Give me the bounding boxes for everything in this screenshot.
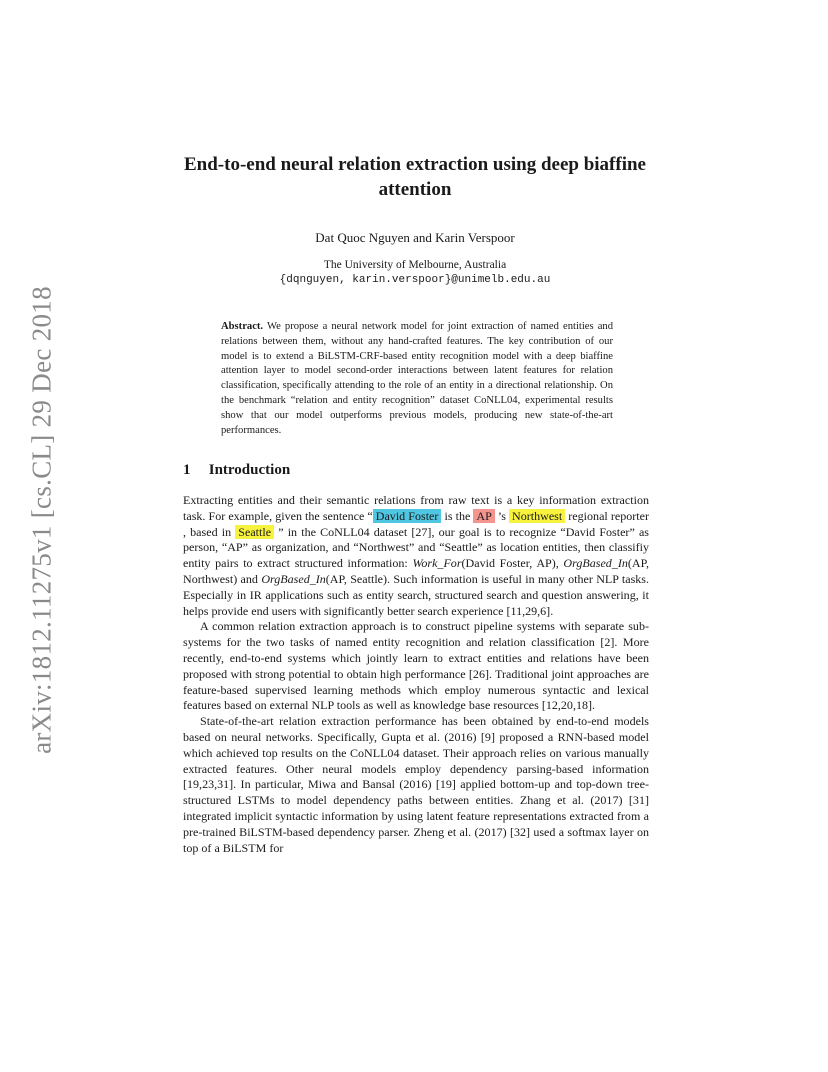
text-run: ” in the CoNLL04 dataset [27], our goal is to recognize “David Foster” as person, “AP” as organization, and “Northwest” and “Seattle” as location entities, then classifiy entity pairs to extract structured information: xyxy=(183,524,649,571)
author-email[interactable]: {dqnguyen, karin.verspoor}@unimelb.edu.au xyxy=(279,274,551,286)
abstract-label: Abstract. xyxy=(221,321,264,332)
section-number: 1 xyxy=(183,462,191,478)
text-run: (AP, Northwest) and xyxy=(183,556,649,586)
relation-name: OrgBased_In xyxy=(261,571,326,586)
affiliation-block xyxy=(180,258,650,288)
text-run: (David Foster, AP), xyxy=(461,556,564,571)
text-run: (AP, Seattle). Such information is useful in many other NLP tasks. Especially in IR applications such as entity search, structured search and question answering, it helps provide end users with significantly better search experience [11,29,6]. xyxy=(183,571,649,618)
arxiv-identifier: arXiv:1812.11275v1 [cs.CL] 29 Dec 2018 xyxy=(26,286,57,754)
text-run: Extracting entities and their semantic relations from raw text is a key information extraction task. For example, given the sentence “ xyxy=(183,493,649,523)
section-title: Introduction xyxy=(208,462,291,478)
entity-highlight-organization: AP xyxy=(473,509,494,523)
relation-name: Work_For xyxy=(412,556,462,571)
entity-highlight-location: Seattle xyxy=(235,525,274,539)
text-run: regional reporter , based in xyxy=(183,508,649,539)
entity-highlight-location: Northwest xyxy=(509,509,565,523)
abstract xyxy=(221,320,613,438)
section-heading xyxy=(183,462,290,479)
paragraph xyxy=(183,493,649,619)
affiliation: The University of Melbourne, Australia xyxy=(323,259,507,271)
text-run: ’s xyxy=(494,508,510,523)
abstract-text: We propose a neural network model for joint extraction of named entities and relations between them, without any hand-crafted features. The key contribution of our model is to extend a BiLSTM-CRF-based entity recognition model with a deep biaffine attention layer to model second-order interactions between latent features for relation classification, specifically attending to the role of an entity in a directional relationship. On the benchmark “relation and entity recognition” dataset CoNLL04, experimental results show that our model outperforms previous models, producing new state-of-the-art performances. xyxy=(221,321,613,436)
entity-highlight-person: David Foster xyxy=(373,509,442,523)
paragraph: State-of-the-art relation extraction performance has been obtained by end-to-end models based on neural networks. Specifically, Gupta et al. (2016) [9] proposed a RNN-based model which achieved top results on the CoNLL04 dataset. Their approach relies on various manually extracted features. Other neural models employ dependency parsing-based information [19,23,31]. In particular, Miwa and Bansal (2016) [19] applied bottom-up and top-down tree-structured LSTMs to model dependency paths between entities. Zhang et al. (2017) [31] integrated implicit syntactic information by using latent feature representations extracted from a pre-trained BiLSTM-based dependency parser. Zheng et al. (2017) [32] used a softmax layer on top of a BiLSTM for xyxy=(183,714,649,855)
text-run: is the xyxy=(441,508,474,523)
paragraph: A common relation extraction approach is to construct pipeline systems with separate sub-systems for the two tasks of named entity recognition and relation classification [2]. More recently, end-to-end systems which jointly learn to extract entities and relations have been proposed with strong potential to obtain high performance [26]. Traditional joint approaches are feature-based supervised learning methods which employ numerous syntactic and lexical features based on external NLP tools as well as knowledge base resources [12,20,18]. xyxy=(183,619,649,713)
paper-title: End-to-end neural relation extraction using deep biaffine attention xyxy=(184,154,646,200)
paper-authors: Dat Quoc Nguyen and Karin Verspoor xyxy=(315,230,515,245)
introduction-body xyxy=(183,493,649,856)
relation-name: OrgBased_In xyxy=(563,556,628,571)
